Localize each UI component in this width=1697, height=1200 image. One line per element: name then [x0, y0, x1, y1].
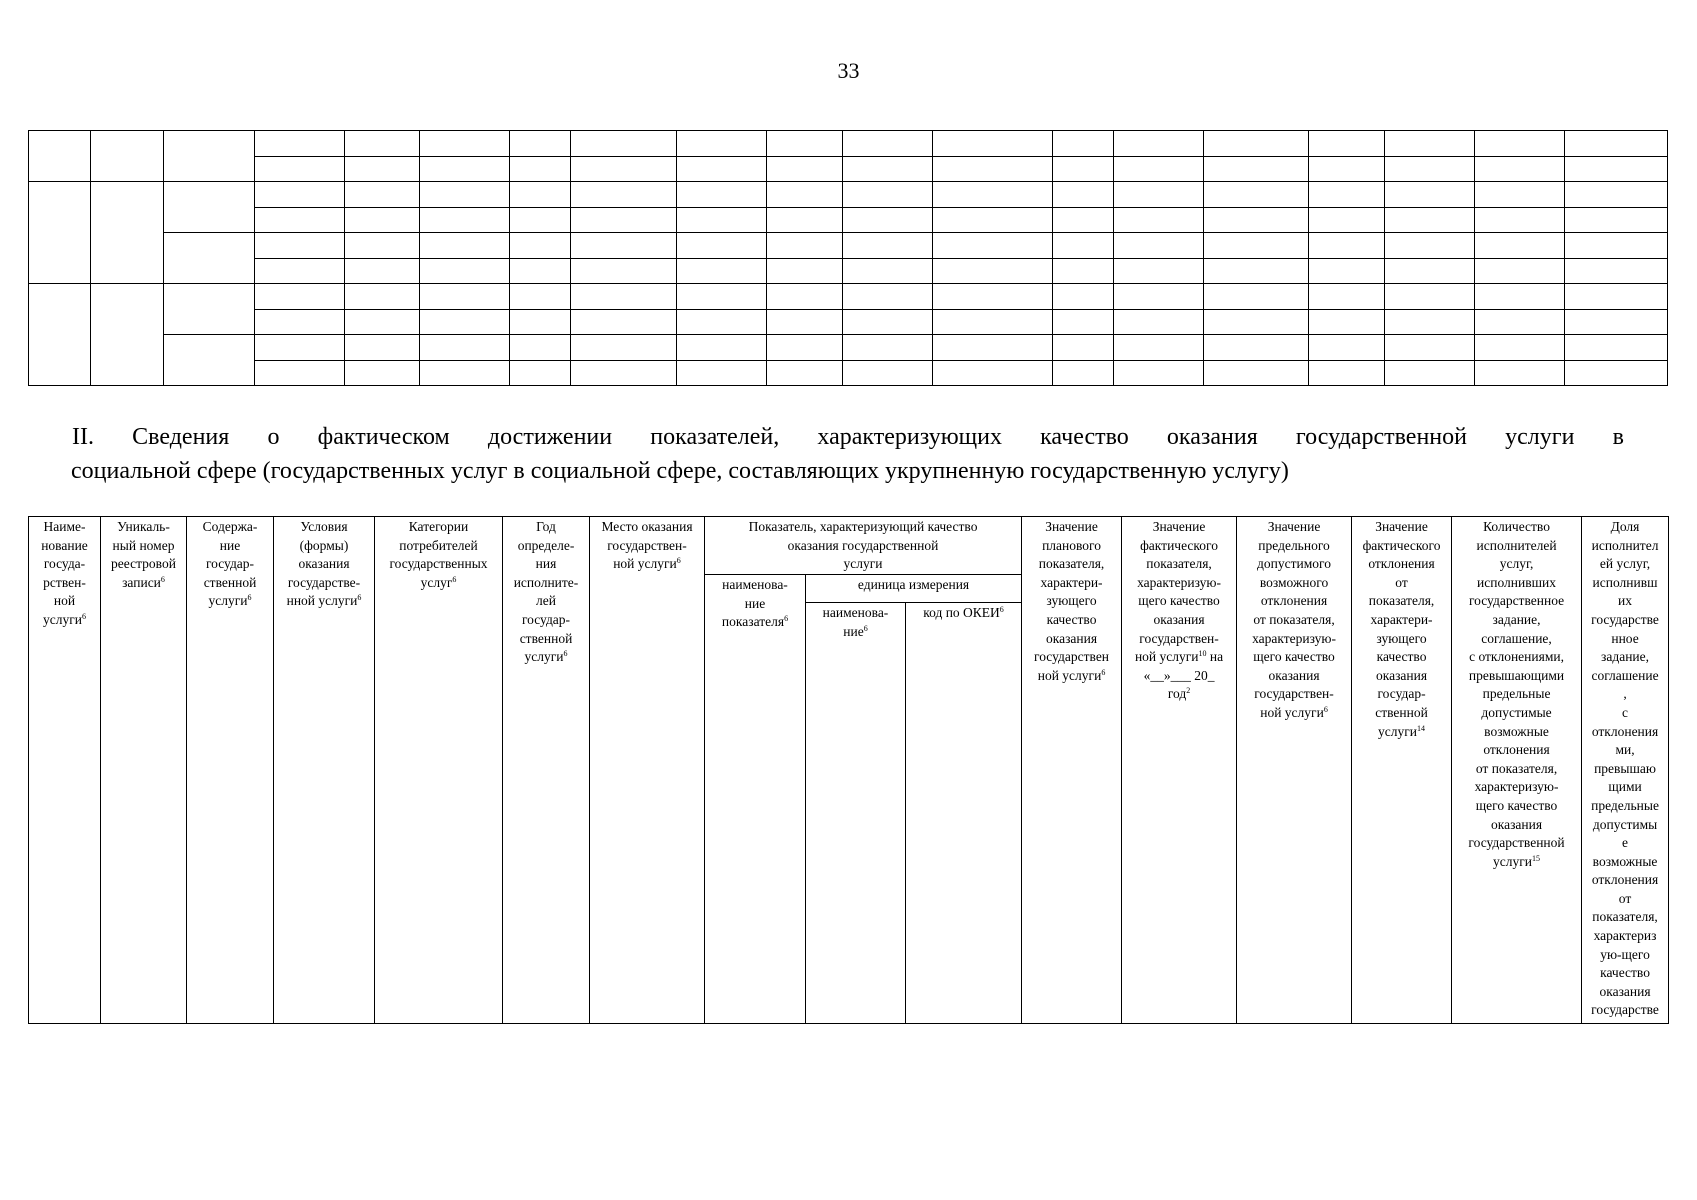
table-cell — [1384, 360, 1474, 386]
section-title-line-2: социальной сфере (государственных услуг в социальной сфере, составляющих укрупненную государственную услугу) — [71, 458, 1289, 484]
table-cell — [1204, 131, 1309, 157]
header-allowed-deviation: Значение предельного допустимого возможного отклонения от показателя, характеризую- щего качество оказания государствен- ной услуги$^6$ — [1237, 517, 1352, 1024]
header-indicator-name: наименова- ние показателя$^6$ — [705, 575, 806, 1024]
table-row — [29, 156, 1668, 182]
table-cell — [510, 233, 571, 259]
table-cell — [164, 284, 255, 335]
table-cell — [676, 360, 766, 386]
table-cell — [932, 335, 1053, 361]
table-cell — [767, 258, 843, 284]
table-cell — [1565, 131, 1668, 157]
table-cell — [842, 335, 932, 361]
table-cell — [255, 233, 344, 259]
table-cell — [420, 258, 510, 284]
table-cell — [1114, 309, 1204, 335]
table-cell — [1053, 182, 1114, 208]
table-cell — [932, 309, 1053, 335]
header-actual-deviation: Значение фактического отклонения от показателя, характери- зующего качество оказания государ- ственной услуги$^{14}$ — [1352, 517, 1452, 1024]
table-cell — [842, 309, 932, 335]
table-cell — [344, 131, 420, 157]
table-cell — [1474, 360, 1564, 386]
table-cell — [1474, 284, 1564, 310]
table-cell — [420, 207, 510, 233]
table-cell — [571, 335, 677, 361]
table-row — [29, 207, 1668, 233]
table-cell — [676, 258, 766, 284]
table-cell — [1309, 233, 1385, 259]
table-cell — [164, 131, 255, 182]
table-cell — [90, 131, 163, 182]
table-cell — [255, 207, 344, 233]
table-cell — [932, 360, 1053, 386]
table-cell — [932, 284, 1053, 310]
table-cell — [842, 207, 932, 233]
table-cell — [571, 233, 677, 259]
table-cell — [932, 182, 1053, 208]
table-cell — [1114, 284, 1204, 310]
table-cell — [420, 156, 510, 182]
table-cell — [842, 233, 932, 259]
table-cell — [1474, 335, 1564, 361]
table-row — [29, 233, 1668, 259]
table-cell — [1204, 207, 1309, 233]
table-row — [29, 131, 1668, 157]
header-service-conditions: Условия (формы) оказания государстве- нной услуги$^6$ — [274, 517, 375, 1024]
table-cell — [767, 156, 843, 182]
table-cell — [1114, 233, 1204, 259]
table-cell — [510, 284, 571, 310]
header-executors-count: Количество исполнителей услуг, исполнивших государственное задание, соглашение, с отклонениями, превышающими предельные допустимые возможные отклонения от показателя, характеризую- щего качество оказания государственной услуги$^{15}$ — [1452, 517, 1582, 1024]
table-cell — [1474, 258, 1564, 284]
table-cell — [676, 309, 766, 335]
table-row — [29, 309, 1668, 335]
table-cell — [1474, 309, 1564, 335]
table-cell — [1204, 233, 1309, 259]
table-cell — [767, 284, 843, 310]
table-cell — [1474, 182, 1564, 208]
quality-indicators-table — [28, 516, 1669, 1024]
table-cell — [29, 131, 91, 182]
table-cell — [676, 131, 766, 157]
table-cell — [767, 182, 843, 208]
table-cell — [676, 207, 766, 233]
table-cell — [1114, 156, 1204, 182]
table-cell — [344, 182, 420, 208]
header-quality-indicator: Показатель, характеризующий качество оказания государственной услуги — [705, 517, 1022, 575]
table-cell — [676, 233, 766, 259]
table-cell — [1309, 258, 1385, 284]
header-registry-number: Уникаль- ный номер реестровой записи$^6$ — [101, 517, 187, 1024]
table-cell — [676, 182, 766, 208]
section-title-line-1: II. Сведения о фактическом достижении показателей, характеризующих качество оказания государственной услуги в — [72, 424, 1624, 450]
table-cell — [767, 207, 843, 233]
table-cell — [1565, 233, 1668, 259]
table-cell — [344, 360, 420, 386]
table-cell — [767, 309, 843, 335]
table-cell — [1053, 131, 1114, 157]
table-row — [29, 335, 1668, 361]
table-cell — [1309, 309, 1385, 335]
table-cell — [1565, 207, 1668, 233]
table-cell — [1565, 309, 1668, 335]
table-cell — [90, 182, 163, 284]
table-cell — [344, 258, 420, 284]
header-unit-name: наименова- ние$^6$ — [806, 603, 906, 1024]
table-cell — [344, 207, 420, 233]
table-cell — [420, 335, 510, 361]
table-cell — [1565, 284, 1668, 310]
table-cell — [1053, 207, 1114, 233]
table-cell — [571, 182, 677, 208]
table-cell — [1114, 182, 1204, 208]
table-cell — [255, 156, 344, 182]
table-cell — [842, 131, 932, 157]
table-cell — [932, 258, 1053, 284]
table-cell — [29, 284, 91, 386]
page-number: 33 — [837, 58, 860, 83]
table-cell — [420, 309, 510, 335]
table-cell — [1384, 207, 1474, 233]
table-cell — [767, 335, 843, 361]
table-cell — [842, 284, 932, 310]
table-cell — [420, 182, 510, 208]
table-cell — [1474, 207, 1564, 233]
table-cell — [1384, 131, 1474, 157]
header-unit-of-measure: единица измерения — [806, 575, 1022, 603]
table-cell — [1114, 207, 1204, 233]
table-cell — [571, 156, 677, 182]
table-cell — [344, 284, 420, 310]
table-cell — [1053, 309, 1114, 335]
table-cell — [1204, 258, 1309, 284]
table-cell — [344, 156, 420, 182]
table-cell — [420, 360, 510, 386]
table-cell — [767, 233, 843, 259]
table-cell — [1114, 335, 1204, 361]
table-cell — [1565, 258, 1668, 284]
table-row — [29, 284, 1668, 310]
table-cell — [510, 309, 571, 335]
table-cell — [510, 258, 571, 284]
header-service-content: Содержа- ние государ- ственной услуги$^6$ — [187, 517, 274, 1024]
table-cell — [1309, 182, 1385, 208]
table-cell — [1204, 360, 1309, 386]
table-cell — [1309, 131, 1385, 157]
table-cell — [510, 131, 571, 157]
table-cell — [510, 360, 571, 386]
table-cell — [164, 182, 255, 233]
table-cell — [255, 131, 344, 157]
table-cell — [1565, 156, 1668, 182]
table-cell — [1053, 335, 1114, 361]
table-cell — [164, 335, 255, 386]
table-cell — [676, 156, 766, 182]
table-cell — [90, 284, 163, 386]
table-cell — [1309, 284, 1385, 310]
table-cell — [420, 284, 510, 310]
table-cell — [1309, 156, 1385, 182]
table-cell — [932, 233, 1053, 259]
table-cell — [1204, 309, 1309, 335]
header-okei-code: код по ОКЕИ$^6$ — [906, 603, 1022, 1024]
table-cell — [255, 284, 344, 310]
table-cell — [571, 131, 677, 157]
table-row — [29, 182, 1668, 208]
table-cell — [255, 309, 344, 335]
table-cell — [1474, 156, 1564, 182]
table-cell — [1309, 360, 1385, 386]
table-cell — [1309, 207, 1385, 233]
table-cell — [1204, 156, 1309, 182]
table-cell — [510, 335, 571, 361]
table-cell — [1053, 360, 1114, 386]
table-cell — [1204, 284, 1309, 310]
table-cell — [510, 207, 571, 233]
table-cell — [1114, 131, 1204, 157]
table-cell — [932, 207, 1053, 233]
table-cell — [842, 360, 932, 386]
header-service-place: Место оказания государствен- ной услуги$^6$ — [590, 517, 705, 1024]
header-executor-year: Год определе- ния исполните- лей государ- ственной услуги$^6$ — [503, 517, 590, 1024]
table-cell — [1384, 258, 1474, 284]
table-cell — [1474, 131, 1564, 157]
table-cell — [510, 156, 571, 182]
table-cell — [1053, 233, 1114, 259]
table-cell — [1384, 156, 1474, 182]
table-cell — [1565, 335, 1668, 361]
table-cell — [29, 182, 91, 284]
table-cell — [1114, 360, 1204, 386]
table-cell — [1053, 156, 1114, 182]
table-cell — [1204, 182, 1309, 208]
table-cell — [571, 309, 677, 335]
table-cell — [1053, 284, 1114, 310]
header-consumer-categories: Категории потребителей государственных услуг$^6$ — [375, 517, 503, 1024]
table-row — [29, 360, 1668, 386]
table-cell — [571, 360, 677, 386]
table-cell — [164, 233, 255, 284]
section-title — [72, 420, 1624, 488]
table-cell — [571, 207, 677, 233]
table-cell — [842, 258, 932, 284]
table-cell — [1204, 335, 1309, 361]
table-cell — [1309, 335, 1385, 361]
table-cell — [1053, 258, 1114, 284]
table-cell — [420, 131, 510, 157]
header-executors-share: Доля исполнител ей услуг, исполнивш их государстве нное задание, соглашение , с отклонения ми, превышаю щими предельные допустимы е возможные отклонения от показателя, характериз ую-щего качество оказания государстве — [1582, 517, 1669, 1024]
header-service-name: Наиме- нование госуда- рствен- ной услуги$^6$ — [29, 517, 101, 1024]
table-cell — [1384, 309, 1474, 335]
table-cell — [932, 156, 1053, 182]
header-planned-value: Значение планового показателя, характери- зующего качество оказания государствен ной услуги$^6$ — [1022, 517, 1122, 1024]
continuation-table — [28, 130, 1668, 386]
table-cell — [571, 284, 677, 310]
table-cell — [1384, 182, 1474, 208]
table-cell — [842, 182, 932, 208]
table-cell — [767, 131, 843, 157]
table-cell — [1384, 335, 1474, 361]
table-cell — [255, 360, 344, 386]
table-cell — [344, 233, 420, 259]
table-row — [29, 258, 1668, 284]
table-cell — [676, 335, 766, 361]
table-cell — [255, 335, 344, 361]
table-cell — [1384, 284, 1474, 310]
table-cell — [1474, 233, 1564, 259]
table-cell — [1114, 258, 1204, 284]
table-cell — [255, 182, 344, 208]
header-actual-value: Значение фактического показателя, характеризую- щего качество оказания государствен- ной услуги$^{10}$ на «__»___ 20_ год$^2$ — [1122, 517, 1237, 1024]
table-cell — [344, 335, 420, 361]
table-cell — [1565, 360, 1668, 386]
table-cell — [344, 309, 420, 335]
table-cell — [1384, 233, 1474, 259]
table-cell — [510, 182, 571, 208]
table-cell — [571, 258, 677, 284]
table-cell — [842, 156, 932, 182]
table-cell — [676, 284, 766, 310]
table-cell — [932, 131, 1053, 157]
table-cell — [1565, 182, 1668, 208]
table-cell — [255, 258, 344, 284]
table-cell — [420, 233, 510, 259]
table-cell — [767, 360, 843, 386]
